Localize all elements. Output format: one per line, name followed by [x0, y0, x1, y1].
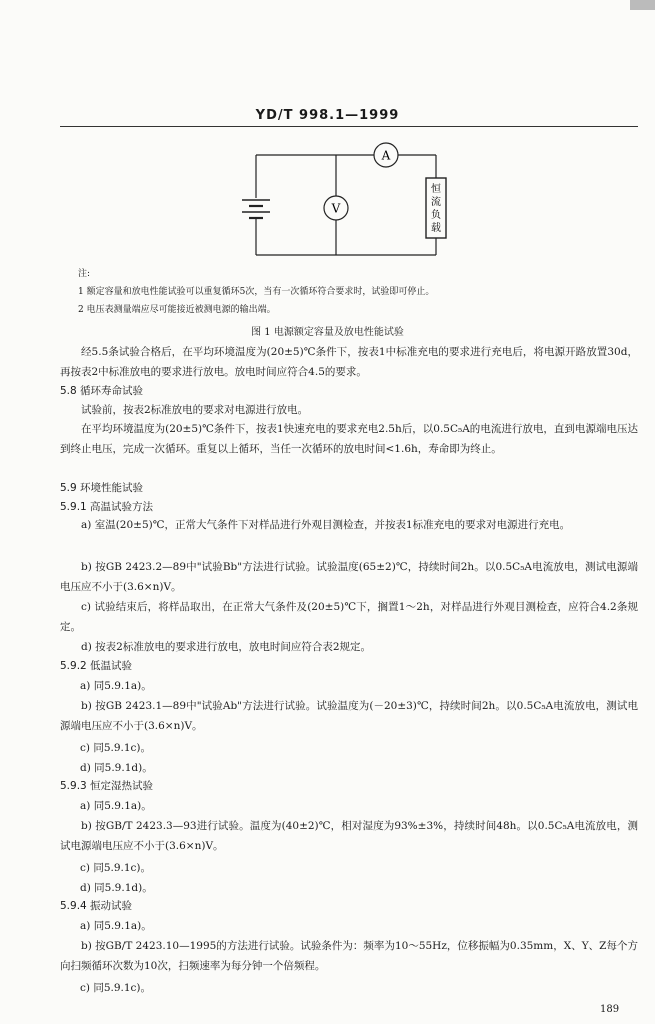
section-5-9-2-title: 5.9.2 低温试验	[60, 660, 133, 672]
section-5-9-1-b: b) 按GB 2423.2—89中"试验Bb"方法进行试验。试验温度(65±2)℃，持续时间2h。以0.5C₅A电流放电，测试电源端电压应不小于(3.6×n)V。	[60, 561, 638, 593]
load-char: 恒	[431, 184, 441, 195]
header-rule	[60, 126, 638, 127]
section-5-9-4-c: c) 同5.9.1c)。	[80, 982, 152, 994]
voltmeter-label: V	[331, 201, 341, 216]
load-char: 流	[431, 197, 441, 208]
section-5-9-title: 5.9 环境性能试验	[60, 482, 144, 494]
section-5-8-p1: 试验前，按表2标准放电的要求对电源进行放电。	[81, 404, 309, 416]
section-5-9-2-c: c) 同5.9.1c)。	[80, 742, 152, 754]
load-char: 载	[431, 223, 441, 234]
ammeter-label: A	[381, 148, 391, 163]
section-5-8-title: 5.8 循环寿命试验	[60, 385, 144, 397]
section-5-9-4-a: a) 同5.9.1a)。	[80, 920, 152, 932]
section-5-9-4-b: b) 按GB/T 2423.10—1995的方法进行试验。试验条件为：频率为10～55Hz，位移振幅为0.35mm，X、Y、Z每个方向扫频循环次数为10次，扫频速率为每分钟一个倍频程。	[60, 940, 638, 972]
test-circuit-diagram	[226, 140, 466, 260]
section-5-9-1-title: 5.9.1 高温试验方法	[60, 501, 154, 513]
figure-note-2: 2 电压表测量端应尽可能接近被测电源的输出端。	[78, 305, 276, 315]
figure-note-title: 注:	[78, 269, 91, 279]
section-5-9-1-d: d) 按表2标准放电的要求进行放电，放电时间应符合表2规定。	[81, 641, 372, 653]
section-5-9-1-a: a) 室温(20±5)℃，正常大气条件下对样品进行外观目测检查，并按表1标准充电的要求对电源进行充电。	[81, 519, 571, 531]
scan-mark	[630, 0, 655, 10]
figure-note-1: 1 额定容量和放电性能试验可以重复循环5次，当有一次循环符合要求时，试验即可停止。	[78, 287, 435, 297]
section-5-9-2-d: d) 同5.9.1d)。	[80, 762, 153, 774]
section-5-9-3-c: c) 同5.9.1c)。	[80, 862, 152, 874]
section-5-8-p2: 在平均环境温度为(20±5)℃条件下，按表1快速充电的要求充电2.5h后，以0.5C₅A的电流进行放电，直到电源端电压达到终止电压，完成一次循环。重复以上循环，当任一次循环的放电时间<1.6h，寿命即为终止。	[60, 423, 638, 455]
section-5-9-3-b: b) 按GB/T 2423.3—93进行试验。温度为(40±2)℃，相对湿度为93%±3%，持续时间48h。以0.5C₅A电流放电，测试电源端电压应不小于(3.6×n)V。	[60, 820, 638, 852]
figure-caption: 图 1 电源额定容量及放电性能试验	[251, 327, 404, 338]
load-char: 负	[431, 210, 441, 221]
page-number: 189	[600, 1004, 620, 1015]
paragraph-storage: 经5.5条试验合格后，在平均环境温度为(20±5)℃条件下，按表1中标准充电的要求进行充电后，将电源开路放置30d，再按表2中标准放电的要求进行放电。放电时间应符合4.5的要求。	[60, 346, 638, 378]
section-5-9-4-title: 5.9.4 振动试验	[60, 900, 133, 912]
section-5-9-1-c: c) 试验结束后，将样品取出，在正常大气条件及(20±5)℃下，搁置1～2h，对样品进行外观目测检查，应符合4.2条规定。	[60, 601, 638, 633]
doc-header: YD/T 998.1—1999	[255, 108, 400, 123]
section-5-9-3-title: 5.9.3 恒定湿热试验	[60, 780, 154, 792]
section-5-9-2-a: a) 同5.9.1a)。	[80, 680, 152, 692]
section-5-9-3-d: d) 同5.9.1d)。	[80, 882, 153, 894]
section-5-9-2-b: b) 按GB 2423.1—89中"试验Ab"方法进行试验。试验温度为(－20±3)℃，持续时间2h。以0.5C₅A电流放电，测试电源端电压应不小于(3.6×n)V。	[60, 700, 638, 732]
section-5-9-3-a: a) 同5.9.1a)。	[80, 800, 152, 812]
